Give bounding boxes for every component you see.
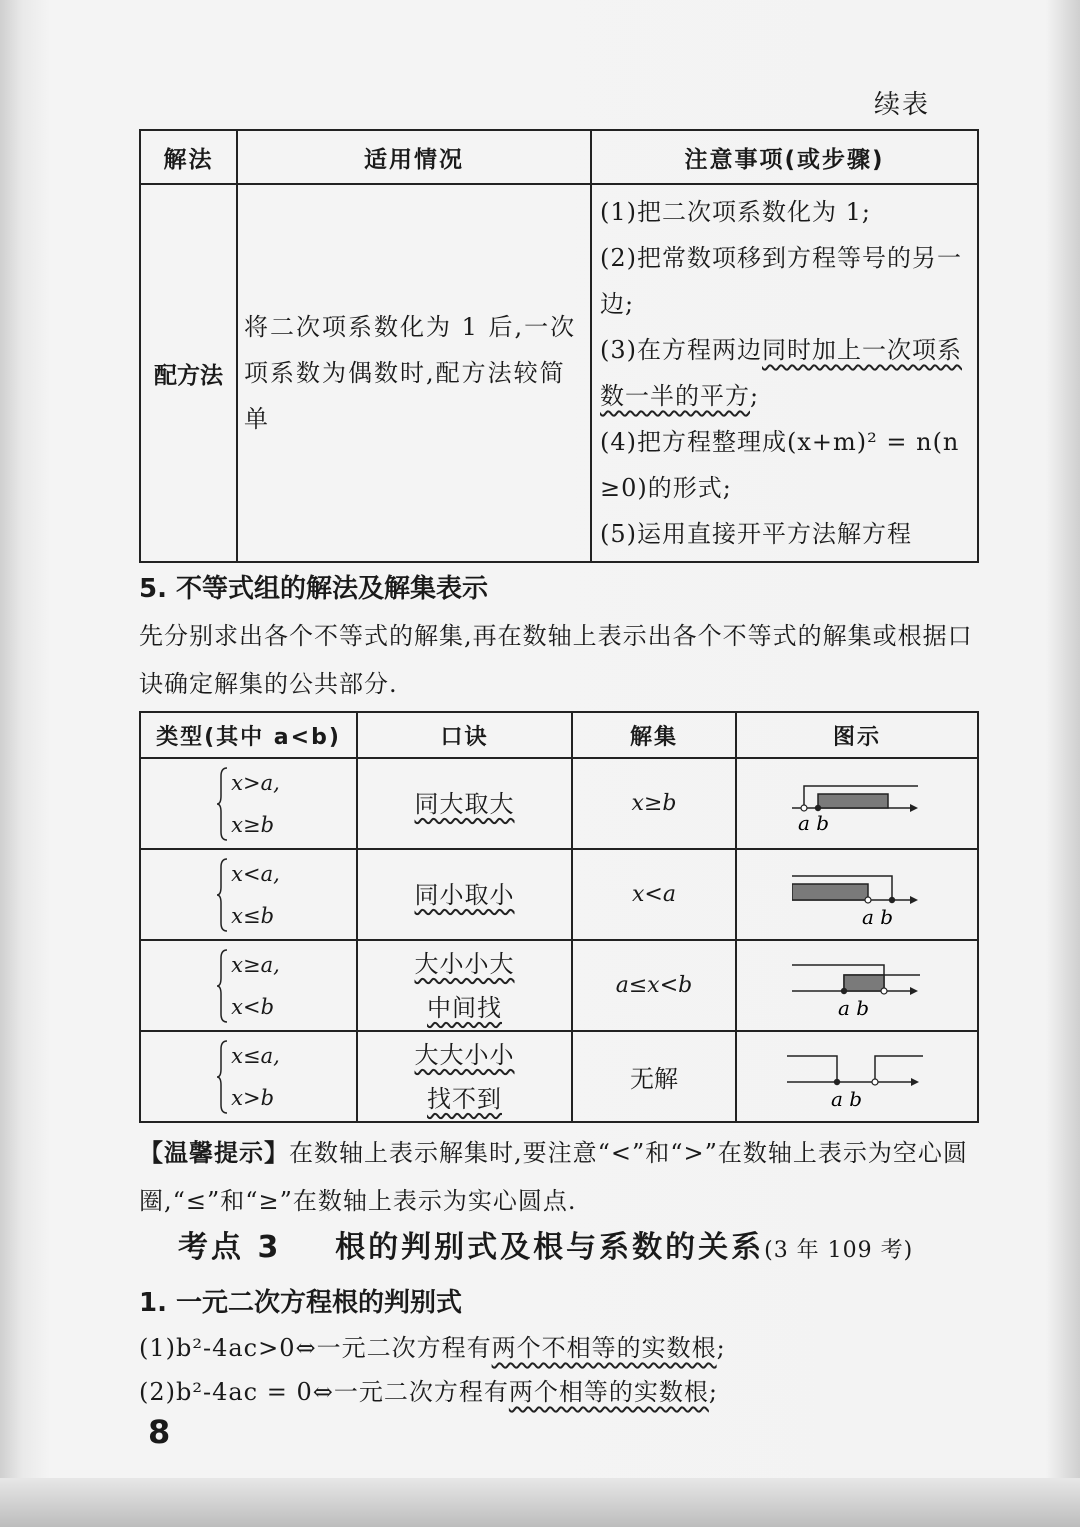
brace-icon [217,948,229,1024]
step-3-text: (3)在方程两边 [600,336,762,364]
table-header-row [140,130,978,184]
motto-cell [357,849,572,940]
diagram-label: a b [798,810,830,834]
line-2-text: (2)b²-4ac = 0⇔一元二次方程有 [139,1378,509,1406]
brace-icon [217,1039,229,1115]
tip-tag: 【温馨提示】 [139,1139,289,1167]
page-edge-bottom [0,1478,1080,1527]
number-line-4 [787,1044,927,1110]
motto-text: 同小取小 [414,880,515,909]
motto-text: 同大取大 [414,789,515,818]
line-1-emphasis: 两个不相等的实数根 [491,1334,717,1362]
diagram-label: a b [838,995,870,1019]
inequality-line-2: x≤b [231,903,275,928]
motto-line-2 [358,986,571,1030]
line-1-text: (1)b²-4ac>0⇔一元二次方程有 [139,1334,492,1362]
diagram-label: a b [862,904,894,928]
applicable-text: 将二次项系数化为 1 后,一次项系数为偶数时,配方法较简单 [237,184,591,562]
motto-line-1 [358,942,571,986]
header-method: 解法 [140,130,237,184]
step-5: (5)运用直接开平方法解方程 [600,520,912,548]
header-type: 类型(其中 a<b) [140,712,357,758]
number-line-diagram [736,849,978,940]
motto-cell [357,758,572,849]
table-row [140,758,978,849]
solution-cell: 无解 [572,1031,736,1122]
header-motto: 口诀 [357,712,572,758]
number-line-diagram [736,940,978,1031]
discriminant-line-2 [139,1368,989,1416]
step-4: (4)把方程整理成(x+m)² = n(n ≥0)的形式; [600,428,960,502]
inequality-table [139,711,979,1123]
step-2: (2)把常数项移到方程等号的另一边; [600,244,962,318]
header-diagram: 图示 [736,712,978,758]
line-2-end: ; [708,1378,718,1406]
inequality-line-2: x>b [231,1085,275,1110]
steps-cell [591,184,978,562]
tip-paragraph [139,1129,989,1225]
inequality-system [217,1035,280,1119]
brace-icon [217,766,229,842]
header-solution: 解集 [572,712,736,758]
number-line-3 [792,953,922,1019]
table-header-row [140,712,978,758]
system-cell [140,940,357,1031]
solution-cell: a≤x<b [572,940,736,1031]
method-table [139,129,979,563]
line-1-end: ; [716,1334,726,1362]
motto-line-1 [358,1033,571,1077]
inequality-system [217,762,280,846]
motto-text: 大小小大 [414,949,515,978]
motto-line-1 [358,873,571,917]
solution-cell: x≥b [572,758,736,849]
discriminant-line-1 [139,1324,989,1372]
section-5-paragraph: 先分别求出各个不等式的解集,再在数轴上表示出各个不等式的解集或根据口诀确定解集的公共部分. [139,622,973,698]
inequality-line-1: x≥a, [231,952,280,977]
section-5-title: 5. 不等式组的解法及解集表示 [139,574,489,604]
motto-cell [357,1031,572,1122]
table-row [140,1031,978,1122]
motto-line-1 [358,782,571,826]
number-line-2 [792,862,922,928]
inequality-system [217,944,280,1028]
diagram-label: a b [831,1086,863,1110]
brace-icon [217,857,229,933]
table-row [140,940,978,1031]
system-cell [140,758,357,849]
motto-line-2 [358,1077,571,1121]
kaodian-count: (3 年 109 考) [764,1238,914,1263]
header-steps: 注意事项(或步骤) [591,130,978,184]
kaodian-title [178,1222,913,1266]
tip-text: 在数轴上表示解集时,要注意“<”和“>”在数轴上表示为空心圆圈,“≤”和“≥”在数轴上表示为实心圆点. [139,1139,968,1215]
number-line-diagram [736,758,978,849]
motto-text: 找不到 [427,1084,502,1113]
inequality-line-1: x<a, [231,861,280,886]
motto-text: 大大小小 [414,1040,515,1069]
inequality-line-1: x>a, [231,770,280,795]
step-1: (1)把二次项系数化为 1; [600,198,871,226]
step-3-end: ; [750,382,760,410]
table-row [140,849,978,940]
number-line-1 [792,774,922,834]
system-cell [140,1031,357,1122]
page-edge-right [1046,0,1080,1527]
line-2-emphasis: 两个相等的实数根 [508,1378,709,1406]
header-applicable: 适用情况 [237,130,591,184]
number-line-diagram [736,1031,978,1122]
step-3 [600,327,969,419]
inequality-line-2: x<b [231,994,275,1019]
page-number: 8 [148,1413,171,1451]
inequality-system [217,853,280,937]
method-name: 配方法 [140,184,237,562]
motto-cell [357,940,572,1031]
kaodian-title-text: 考点 3 根的判别式及根与系数的关系 [178,1230,765,1265]
inequality-line-2: x≥b [231,812,275,837]
section-1-title: 1. 一元二次方程根的判别式 [139,1288,463,1318]
step-3-emphasis: 同时加上一次项系数一半的平方 [600,336,962,410]
solution-cell: x<a [572,849,736,940]
table-row [140,184,978,562]
continued-label: 续表 [873,90,930,120]
system-cell [140,849,357,940]
inequality-line-1: x≤a, [231,1043,280,1068]
motto-text: 中间找 [427,993,502,1022]
